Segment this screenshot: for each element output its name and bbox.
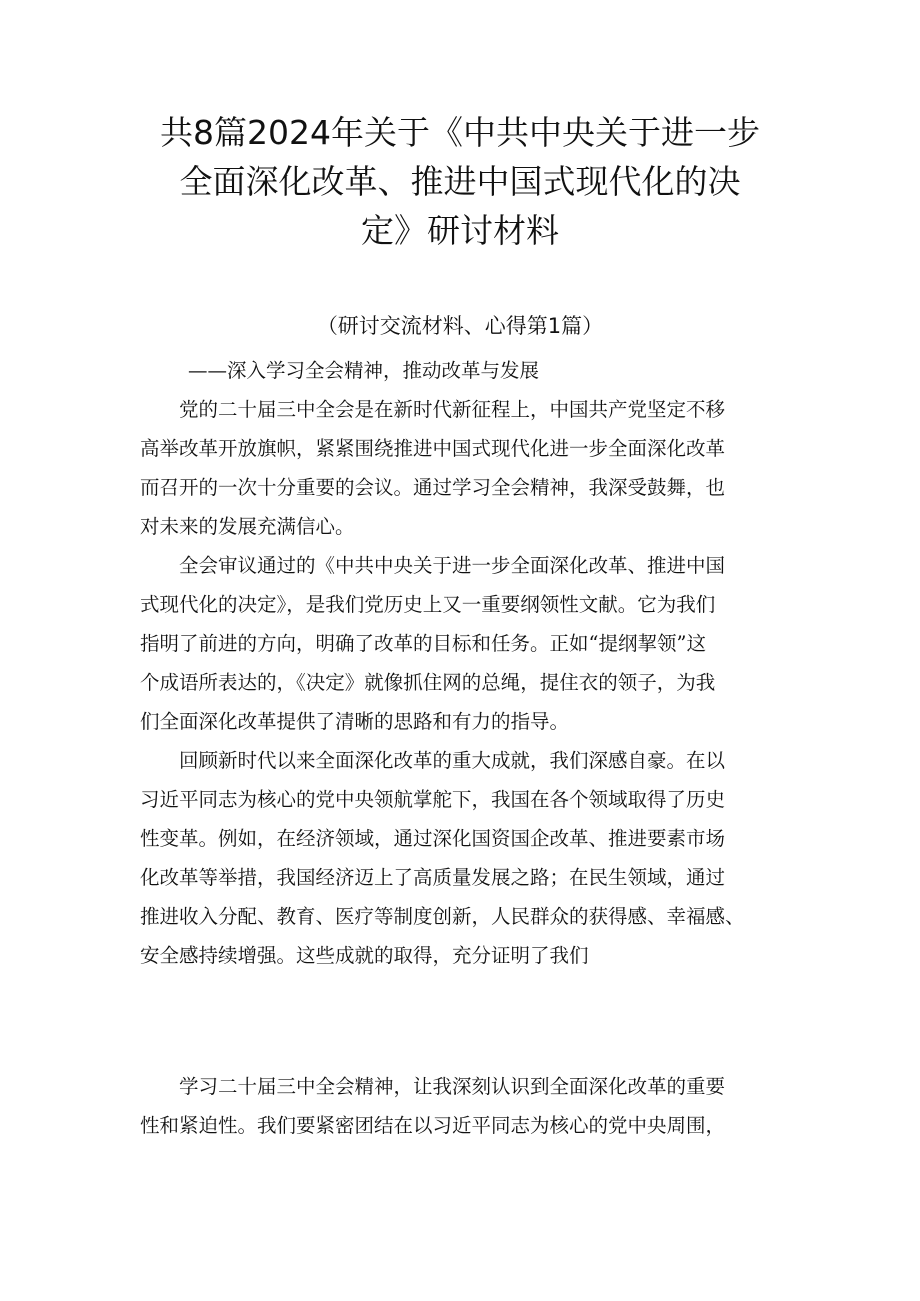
paragraph-line: 化改革等举措，我国经济迈上了高质量发展之路；在民生领域，通过 (140, 866, 726, 889)
paragraph-line: 安全感持续增强。这些成就的取得，充分证明了我们 (140, 944, 589, 967)
paragraph-line: 回顾新时代以来全面深化改革的重大成就，我们深感自豪。在以 (179, 749, 726, 772)
paragraph-line: 习近平同志为核心的党中央领航掌舵下，我国在各个领域取得了历史 (140, 788, 726, 811)
document-title (120, 108, 800, 255)
title-line: 共8篇2024年关于《中共中央关于进一步 (160, 113, 760, 152)
body-block-2 (140, 1067, 786, 1145)
paragraph-line: 性变革。例如，在经济领域，通过深化国资国企改革、推进要素市场 (140, 827, 726, 850)
paragraph-line: 性和紧迫性。我们要紧密团结在以习近平同志为核心的党中央周围， (140, 1114, 726, 1137)
paragraph-line: 指明了前进的方向，明确了改革的目标和任务。正如“提纲挈领”这 (140, 632, 706, 655)
paragraph-line: 个成语所表达的，《决定》就像抓住网的总绳，提住衣的领子，为我 (140, 671, 716, 694)
paragraph-line: 而召开的一次十分重要的会议。通过学习全会精神，我深受鼓舞，也 (140, 476, 726, 499)
paragraph-line: 全会审议通过的《中共中央关于进一步全面深化改革、推进中国 (179, 554, 726, 577)
subheading: ——深入学习全会精神，推动改革与发展 (188, 359, 540, 382)
paragraph-line: 式现代化的决定》，是我们党历史上又一重要纲领性文献。它为我们 (140, 593, 716, 616)
paragraph-line: 们全面深化改革提供了清晰的思路和有力的指导。 (140, 710, 570, 733)
title-line: 定》研讨材料 (361, 211, 559, 250)
paragraph-line: 学习二十届三中全会精神，让我深刻认识到全面深化改革的重要 (179, 1075, 726, 1098)
body-block-1 (140, 351, 786, 975)
paragraph-line: 对未来的发展充满信心。 (140, 515, 355, 538)
section-subtitle: （研讨交流材料、心得第1篇） (316, 314, 604, 338)
paragraph-line: 推进收入分配、教育、医疗等制度创新，人民群众的获得感、幸福感、 (140, 905, 745, 928)
paragraph-line: 高举改革开放旗帜，紧紧围绕推进中国式现代化进一步全面深化改革 (140, 437, 726, 460)
paragraph-line: 党的二十届三中全会是在新时代新征程上，中国共产党坚定不移 (179, 398, 726, 421)
title-line: 全面深化改革、推进中国式现代化的决 (179, 162, 741, 201)
